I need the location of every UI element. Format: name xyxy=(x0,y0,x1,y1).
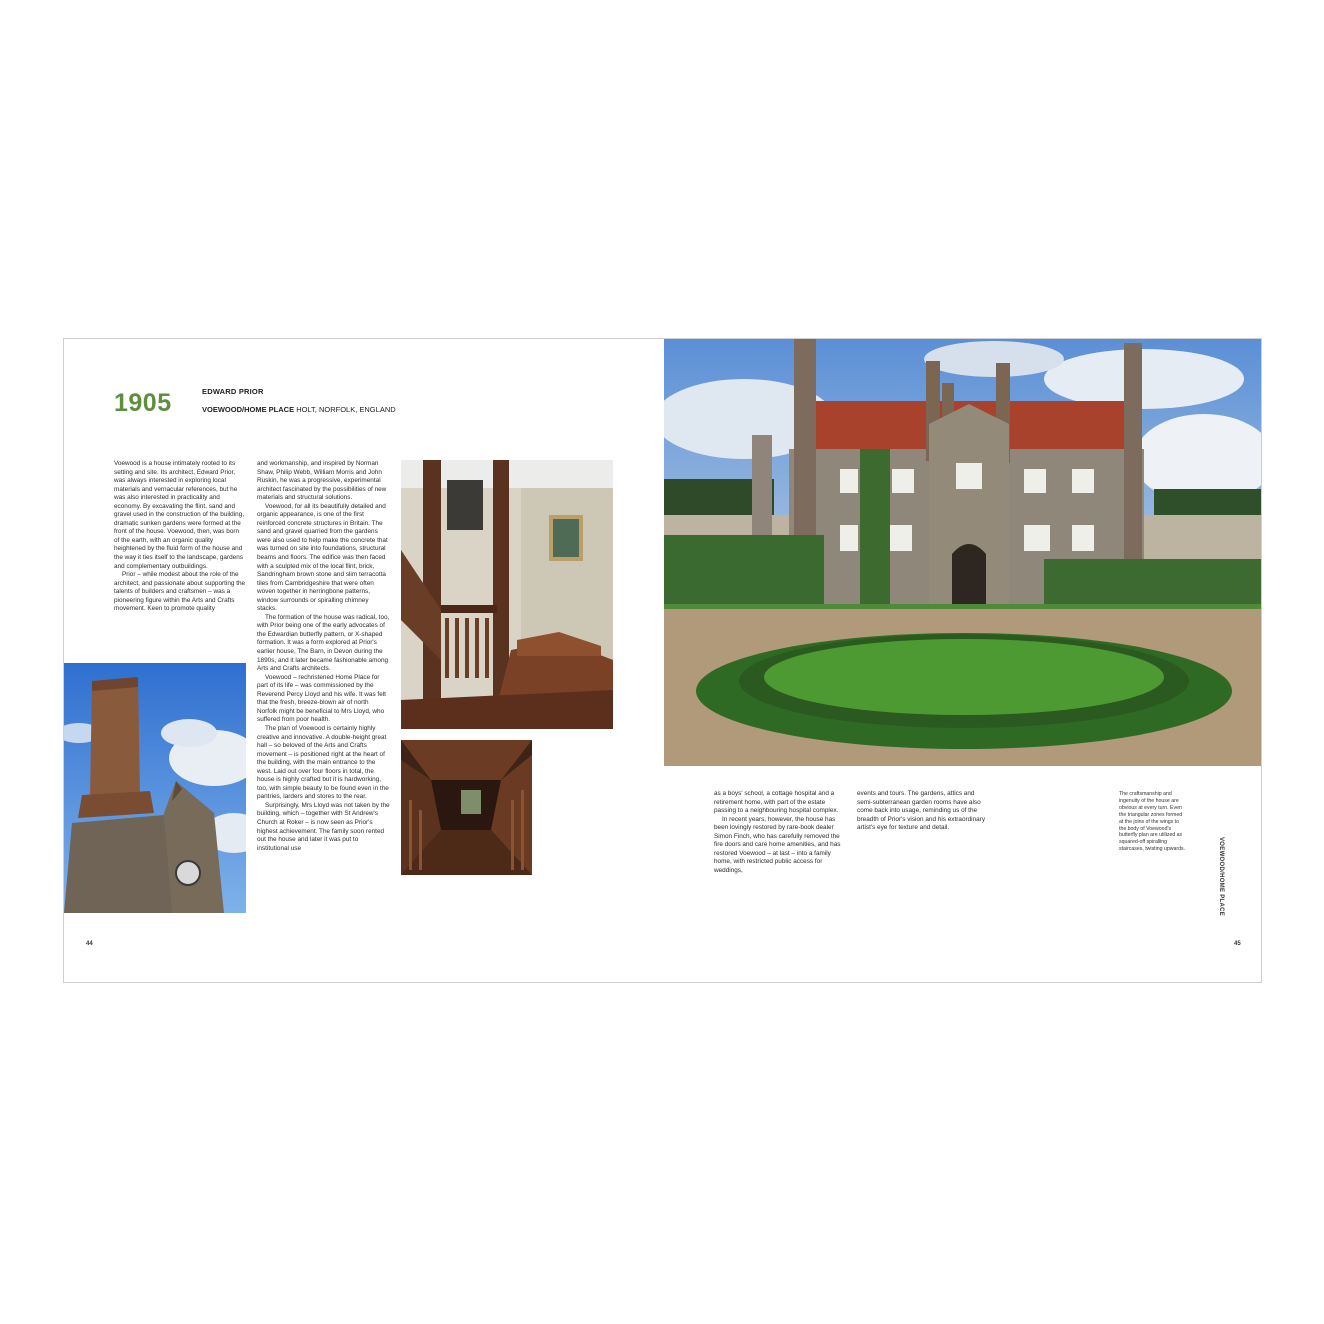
paragraph: and workmanship, and inspired by Norman Shaw, Philip Webb, William Morris and John Ruskin, he was a progressive, experimental architect fascinated by the possibilities of new materials and structural solutions. xyxy=(257,460,387,502)
stairwell-photo xyxy=(401,740,532,875)
year-heading: 1905 xyxy=(114,389,172,417)
project-location: HOLT, NORFOLK, ENGLAND xyxy=(296,405,396,414)
page-number-right: 45 xyxy=(1234,941,1241,947)
text-column-1 xyxy=(114,460,246,614)
running-head: VOEWOOD/HOME PLACE xyxy=(1218,837,1224,917)
project-title xyxy=(202,405,396,414)
paragraph: The formation of the house was radical, too, with Prior being one of the early advocates of the Edwardian butterfly pattern, or X-shaped formation. It was a form explored at Prior's earlier house, The Barn, in Devon during the 1890s, and it later became fashionable among Arts and Crafts architects. xyxy=(257,613,390,673)
project-name: VOEWOOD/HOME PLACE xyxy=(202,405,295,414)
text-column-2 xyxy=(257,460,390,853)
book-spread xyxy=(63,338,1262,983)
paragraph: events and tours. The gardens, attics and semi-subterranean garden rooms have also come back into usage, reminding us of the breadth of Prior's vision and his extraordinary artist's eye for texture and detail. xyxy=(857,790,986,832)
paragraph: Voewood is a house intimately rooted to its setting and site. Its architect, Edward Prior, was always interested in exploring local materials and vernacular references, but he was also interested in practicality and economy. By excavating the flint, sand and gravel used in the construction of the building, dramatic sunken gardens were formed at the front of the house. Voewood, then, was born of the earth, with an organic quality heightened by the fluid form of the house and the way it ties itself to the landscape, gardens and complementary outbuildings. xyxy=(114,460,245,570)
paragraph: Surprisingly, Mrs Lloyd was not taken by the building, which – together with St Andrew's Church at Roker – is now seen as Prior's highest achievement. The family soon rented out the house and later it was put to institutional use xyxy=(257,801,390,852)
page-number-left: 44 xyxy=(86,941,93,947)
paragraph: Prior – while modest about the role of the architect, and passionate about supporting the talents of builders and craftsmen – was a pioneering figure within the Arts and Crafts movement. Keen to promote quality xyxy=(114,571,246,613)
chimney-photo xyxy=(64,663,246,913)
voewood-house-photo xyxy=(664,339,1262,766)
text-column-4 xyxy=(857,790,987,833)
staircase-photo xyxy=(401,460,613,729)
paragraph: The plan of Voewood is certainly highly creative and innovative. A double-height great hall – so beloved of the Arts and Crafts movement – is positioned right at the heart of the building, with the main entrance to the west. Laid out over four floors in total, the house is highly crafted but it is hardworking, too, with simple beauty to be found even in the pantries, larders and stores to the rear. xyxy=(257,724,389,801)
paragraph: as a boys' school, a cottage hospital and a retirement home, with part of the estate passing to a neighbouring hospital complex. xyxy=(714,790,839,815)
text-column-3 xyxy=(714,790,844,875)
paragraph: Voewood, for all its beautifully detailed and organic appearance, is one of the first reinforced concrete structures in Britain. The sand and gravel quarried from the gardens were also used to help make the concrete that was turned on site into foundations, structural beams and floors. The edifice was then faced with a sculpted mix of the local flint, brick, Sandringham brown stone and slim terracotta tiles from Cambridgeshire that were often woven together in herringbone patterns, window surrounds or spiralling chimney stacks. xyxy=(257,502,388,613)
photo-caption: The craftsmanship and ingenuity of the house are obvious at every turn. Even the triangular zones formed at the joins of the wings to the body of Voewood's butterfly plan are utilized as squared-off spiralling staircases, twisting upwards. xyxy=(1119,791,1186,853)
paragraph: In recent years, however, the house has been lovingly restored by rare-book dealer Simon Finch, who has carefully removed the fire doors and care home amenities, and has restored Voewood – at last – into a family home, with restricted public access for weddings, xyxy=(714,815,841,874)
paragraph: Voewood – rechristened Home Place for part of its life – was commissioned by the Reverend Percy Lloyd and his wife. It was felt that the fresh, breeze-blown air of north Norfolk might be beneficial to Mrs Lloyd, who suffered from poor health. xyxy=(257,673,386,724)
architect-name: EDWARD PRIOR xyxy=(202,387,264,396)
